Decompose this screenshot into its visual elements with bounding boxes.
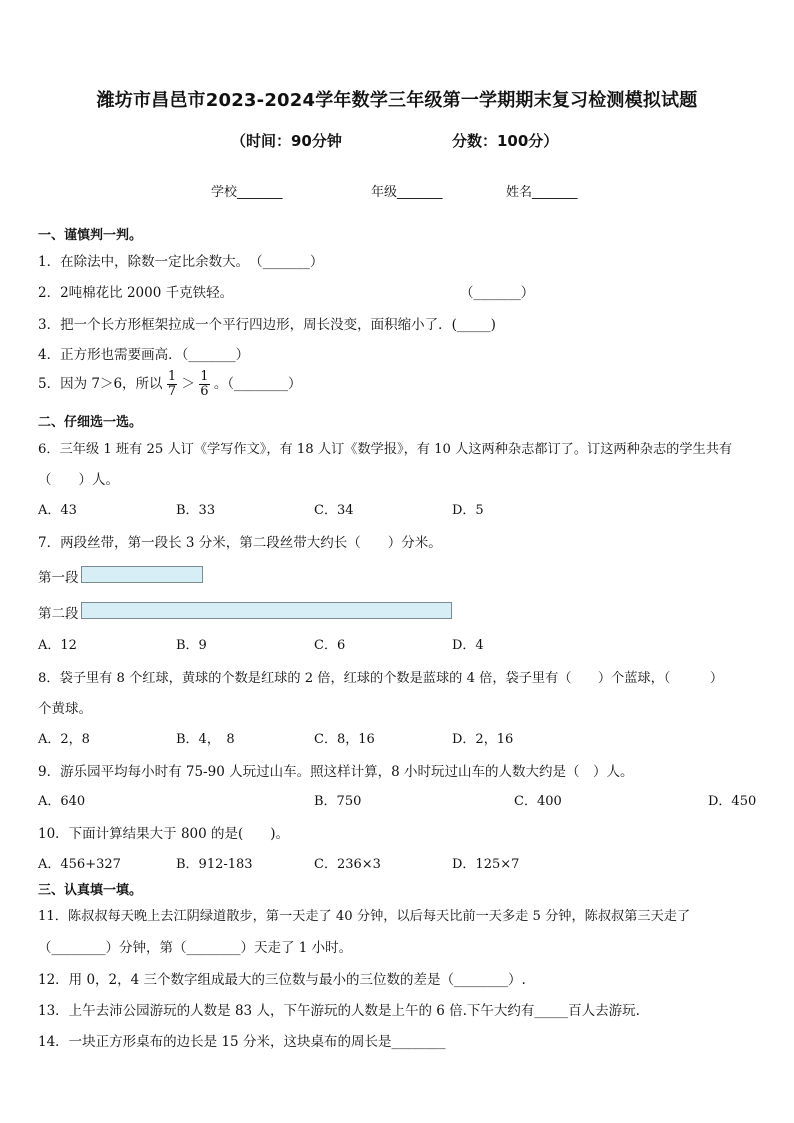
question-14: 14．一块正方形桌布的边长是 15 分米，这块桌布的周长是________ bbox=[38, 1034, 446, 1050]
question-10-option-d: D．125×7 bbox=[452, 857, 520, 872]
question-7: 7．两段丝带，第一段长 3 分米，第二段丝带大约长（ ）分米。 bbox=[38, 535, 442, 551]
question-11-line-1: 11．陈叔叔每天晚上去江阴绿道散步，第一天走了 40 分钟，以后每天比前一天多走 5 分钟，陈叔叔第三天走了 bbox=[38, 909, 691, 924]
question-10-option-c: C．236×3 bbox=[314, 857, 381, 872]
page-title: 潍坊市昌邑市2023-2024学年数学三年级第一学期期末复习检测模拟试题 bbox=[96, 90, 698, 111]
ribbon-1-bar bbox=[81, 566, 203, 583]
fraction-one-sixth bbox=[199, 370, 209, 399]
question-8-option-d: D．2，16 bbox=[452, 732, 514, 747]
question-5-text: 5．因为 7＞6，所以 bbox=[38, 376, 163, 392]
question-8-option-c: C．8，16 bbox=[314, 732, 375, 747]
section-fill-in: 三、认真填一填。 bbox=[38, 883, 143, 898]
question-9-option-b: B．750 bbox=[314, 794, 362, 809]
question-1: 1．在除法中，除数一定比余数大。 （_______） bbox=[38, 254, 324, 270]
question-2-blank: （_______） bbox=[460, 285, 535, 301]
fraction-one-seventh bbox=[167, 370, 177, 399]
greater-than-sign: ＞ bbox=[181, 376, 195, 392]
question-3: 3．把一个长方形框架拉成一个平行四边形，周长没变，面积缩小了．(_____) bbox=[38, 317, 496, 333]
question-8-line-1: 8．袋子里有 8 个红球，黄球的个数是红球的 2 倍，红球的个数是蓝球的 4 倍，袋子里有（ ）个蓝球，（ ） bbox=[38, 671, 724, 686]
question-5 bbox=[38, 370, 302, 399]
name-field: 姓名_______ bbox=[506, 185, 578, 200]
question-7-option-a: A．12 bbox=[38, 638, 77, 653]
question-2: 2．2吨棉花比 2000 千克铁轻。 bbox=[38, 285, 234, 301]
question-10: 10．下面计算结果大于 800 的是( )。 bbox=[38, 826, 290, 842]
question-6-option-b: B．33 bbox=[176, 503, 216, 518]
question-6-line-1: 6．三年级 1 班有 25 人订《学写作文》，有 18 人订《数学报》，有 10 人这两种杂志都订了。订这两种杂志的学生共有 bbox=[38, 442, 733, 457]
section-choice: 二、仔细选一选。 bbox=[38, 415, 143, 430]
fraction-denominator: 6 bbox=[200, 384, 209, 399]
question-9-option-a: A．640 bbox=[38, 794, 86, 809]
fraction-numerator: 1 bbox=[167, 369, 177, 384]
question-11-line-2: （________）分钟，第（________）天走了 1 小时。 bbox=[38, 940, 353, 956]
question-8-option-b: B．4， 8 bbox=[176, 732, 235, 747]
question-6-option-c: C．34 bbox=[314, 503, 354, 518]
question-8-option-a: A．2，8 bbox=[38, 732, 90, 747]
question-9-option-c: C．400 bbox=[514, 794, 562, 809]
question-5-blank: 。（________） bbox=[213, 376, 302, 392]
school-field: 学校_______ bbox=[211, 185, 283, 200]
exam-time: （时间：90分钟 bbox=[231, 132, 342, 150]
question-10-option-b: B．912-183 bbox=[176, 857, 253, 872]
question-13: 13．上午去沛公园游玩的人数是 83 人，下午游玩的人数是上午的 6 倍.下午大约有_____百人去游玩. bbox=[38, 1003, 640, 1019]
question-6-option-a: A．43 bbox=[38, 503, 77, 518]
question-7-option-d: D．4 bbox=[452, 638, 484, 653]
ribbon-2-label: 第二段 bbox=[38, 606, 79, 622]
question-6-option-d: D．5 bbox=[452, 503, 484, 518]
question-10-option-a: A．456+327 bbox=[38, 857, 121, 872]
question-8-line-2: 个黄球。 bbox=[38, 701, 92, 717]
question-7-option-c: C．6 bbox=[314, 638, 346, 653]
question-12: 12．用 0，2，4 三个数字组成最大的三位数与最小的三位数的差是（________）. bbox=[38, 972, 526, 988]
fraction-numerator: 1 bbox=[200, 369, 209, 384]
question-7-option-b: B．9 bbox=[176, 638, 207, 653]
question-9: 9．游乐园平均每小时有 75-90 人玩过山车。照这样计算，8 小时玩过山车的人数大约是（ ）人。 bbox=[38, 764, 634, 780]
exam-score: 分数：100分） bbox=[452, 132, 559, 150]
grade-field: 年级_______ bbox=[371, 185, 443, 200]
question-4: 4．正方形也需要画高．（_______） bbox=[38, 347, 250, 363]
ribbon-1-label: 第一段 bbox=[38, 570, 79, 586]
question-6-line-2: （ ）人。 bbox=[38, 472, 119, 488]
ribbon-2-bar bbox=[81, 602, 452, 619]
question-9-option-d: D．450 bbox=[708, 794, 757, 809]
fraction-denominator: 7 bbox=[167, 384, 177, 399]
section-judgement: 一、谨慎判一判。 bbox=[38, 228, 143, 243]
